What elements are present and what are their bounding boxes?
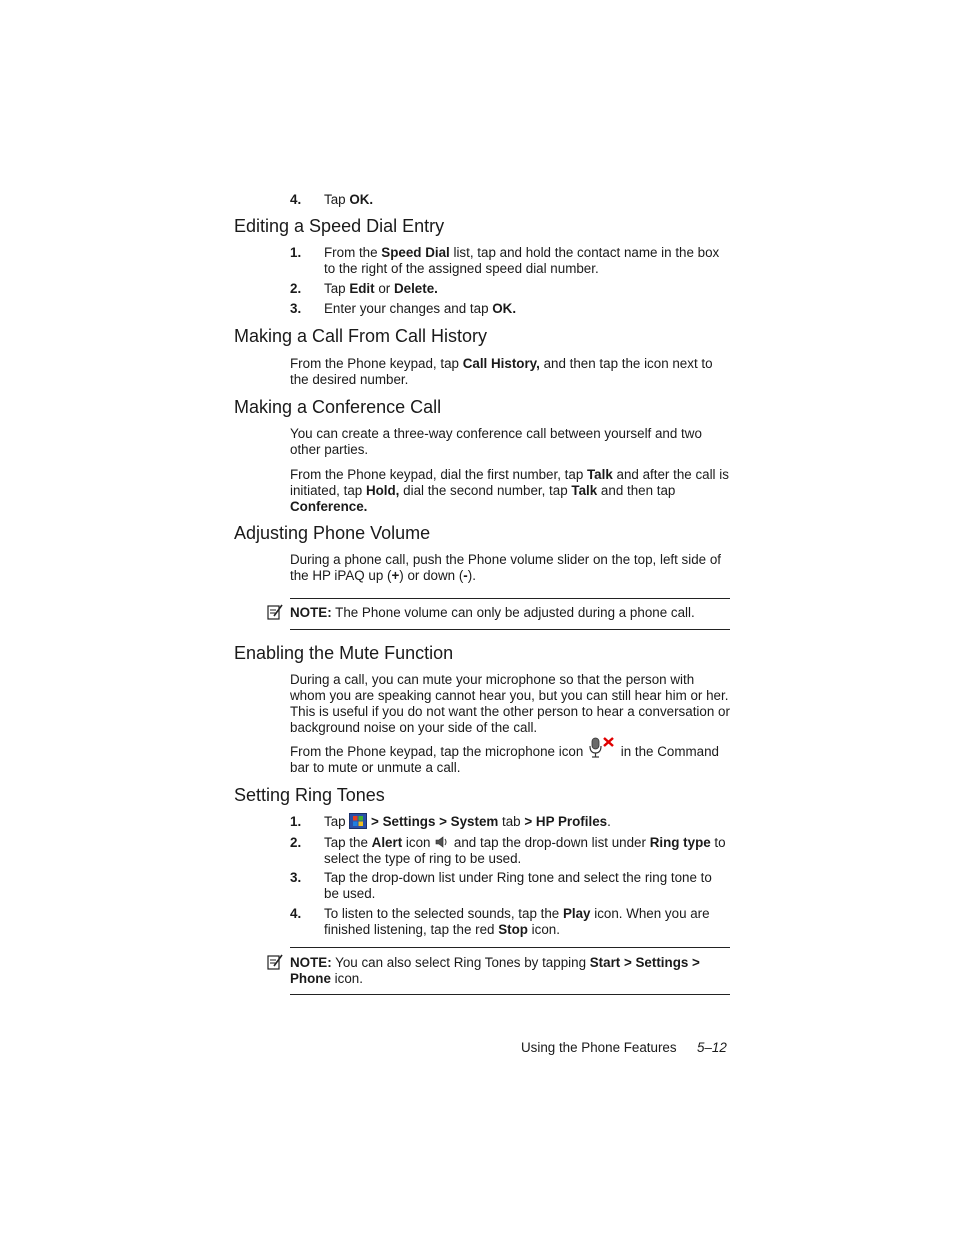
speaker-alert-icon [434,835,450,849]
section-heading-mute: Enabling the Mute Function [234,643,454,663]
note-pencil-icon [266,603,284,621]
note-text: NOTE: The Phone volume can only be adjusted during a phone call. [290,605,695,620]
note-top-rule [290,598,730,599]
note-pencil-icon [266,953,284,971]
section-heading-conference: Making a Conference Call [234,397,442,417]
step-number: 1. [290,245,302,260]
step-number: 4. [290,906,302,921]
footer-title: Using the Phone Features [521,1040,677,1055]
note-bottom-rule [290,994,730,995]
step-number: 4. [290,192,302,207]
step-number: 2. [290,281,302,296]
step-number: 3. [290,870,302,885]
note-bottom-rule [290,629,730,630]
step-number: 3. [290,301,302,316]
microphone-mute-icon [587,736,617,760]
paragraph: You can create a three-way conference call between yourself and two other parties. [290,426,702,457]
note-top-rule [290,947,730,948]
step-number: 2. [290,835,302,850]
step-text: Tap > Settings > System tab > HP Profiles. [324,814,611,829]
step-text: To listen to the selected sounds, tap the Play icon. When you are finished listening, tap the red Stop icon. [324,906,710,937]
paragraph: From the Phone keypad, tap Call History, and then tap the icon next to the desired number. [290,356,713,387]
section-heading-call-history: Making a Call From Call History [234,326,488,346]
step-text: Tap OK. [324,192,374,207]
paragraph: During a call, you can mute your microphone so that the person with whom you are speaking cannot hear you, but you can still hear him or her. This is useful if you do not want the other person to hear a conversation or background noise on your side of the call. [290,672,730,735]
section-heading-speed-dial: Editing a Speed Dial Entry [234,216,445,236]
section-heading-volume: Adjusting Phone Volume [234,523,431,543]
step-text: From the Speed Dial list, tap and hold the contact name in the box to the right of the assigned speed dial number. [324,245,720,276]
section-heading-ring-tones: Setting Ring Tones [234,785,385,805]
step-text: Tap the drop-down list under Ring tone and select the ring tone to be used. [324,870,712,901]
page-number: 5–12 [697,1040,727,1055]
paragraph: From the Phone keypad, dial the first number, tap Talk and after the call is initiated, tap Hold, dial the second number, tap Talk and then tap Conference. [290,467,729,514]
step-text: Tap Edit or Delete. [324,281,438,296]
paragraph: From the Phone keypad, tap the microphone icon in the Command bar to mute or unmute a call. [290,744,730,776]
step-text: Tap the Alert icon and tap the drop-down list under Ring type to select the type of ring to be used. [324,835,726,866]
paragraph: During a phone call, push the Phone volume slider on the top, left side of the HP iPAQ up (+) or down (-). [290,552,722,583]
windows-start-icon [349,813,367,829]
step-text: Enter your changes and tap OK. [324,301,517,316]
step-number: 1. [290,814,302,829]
note-text: NOTE: You can also select Ring Tones by tapping Start > Settings > Phone icon. [290,955,700,986]
